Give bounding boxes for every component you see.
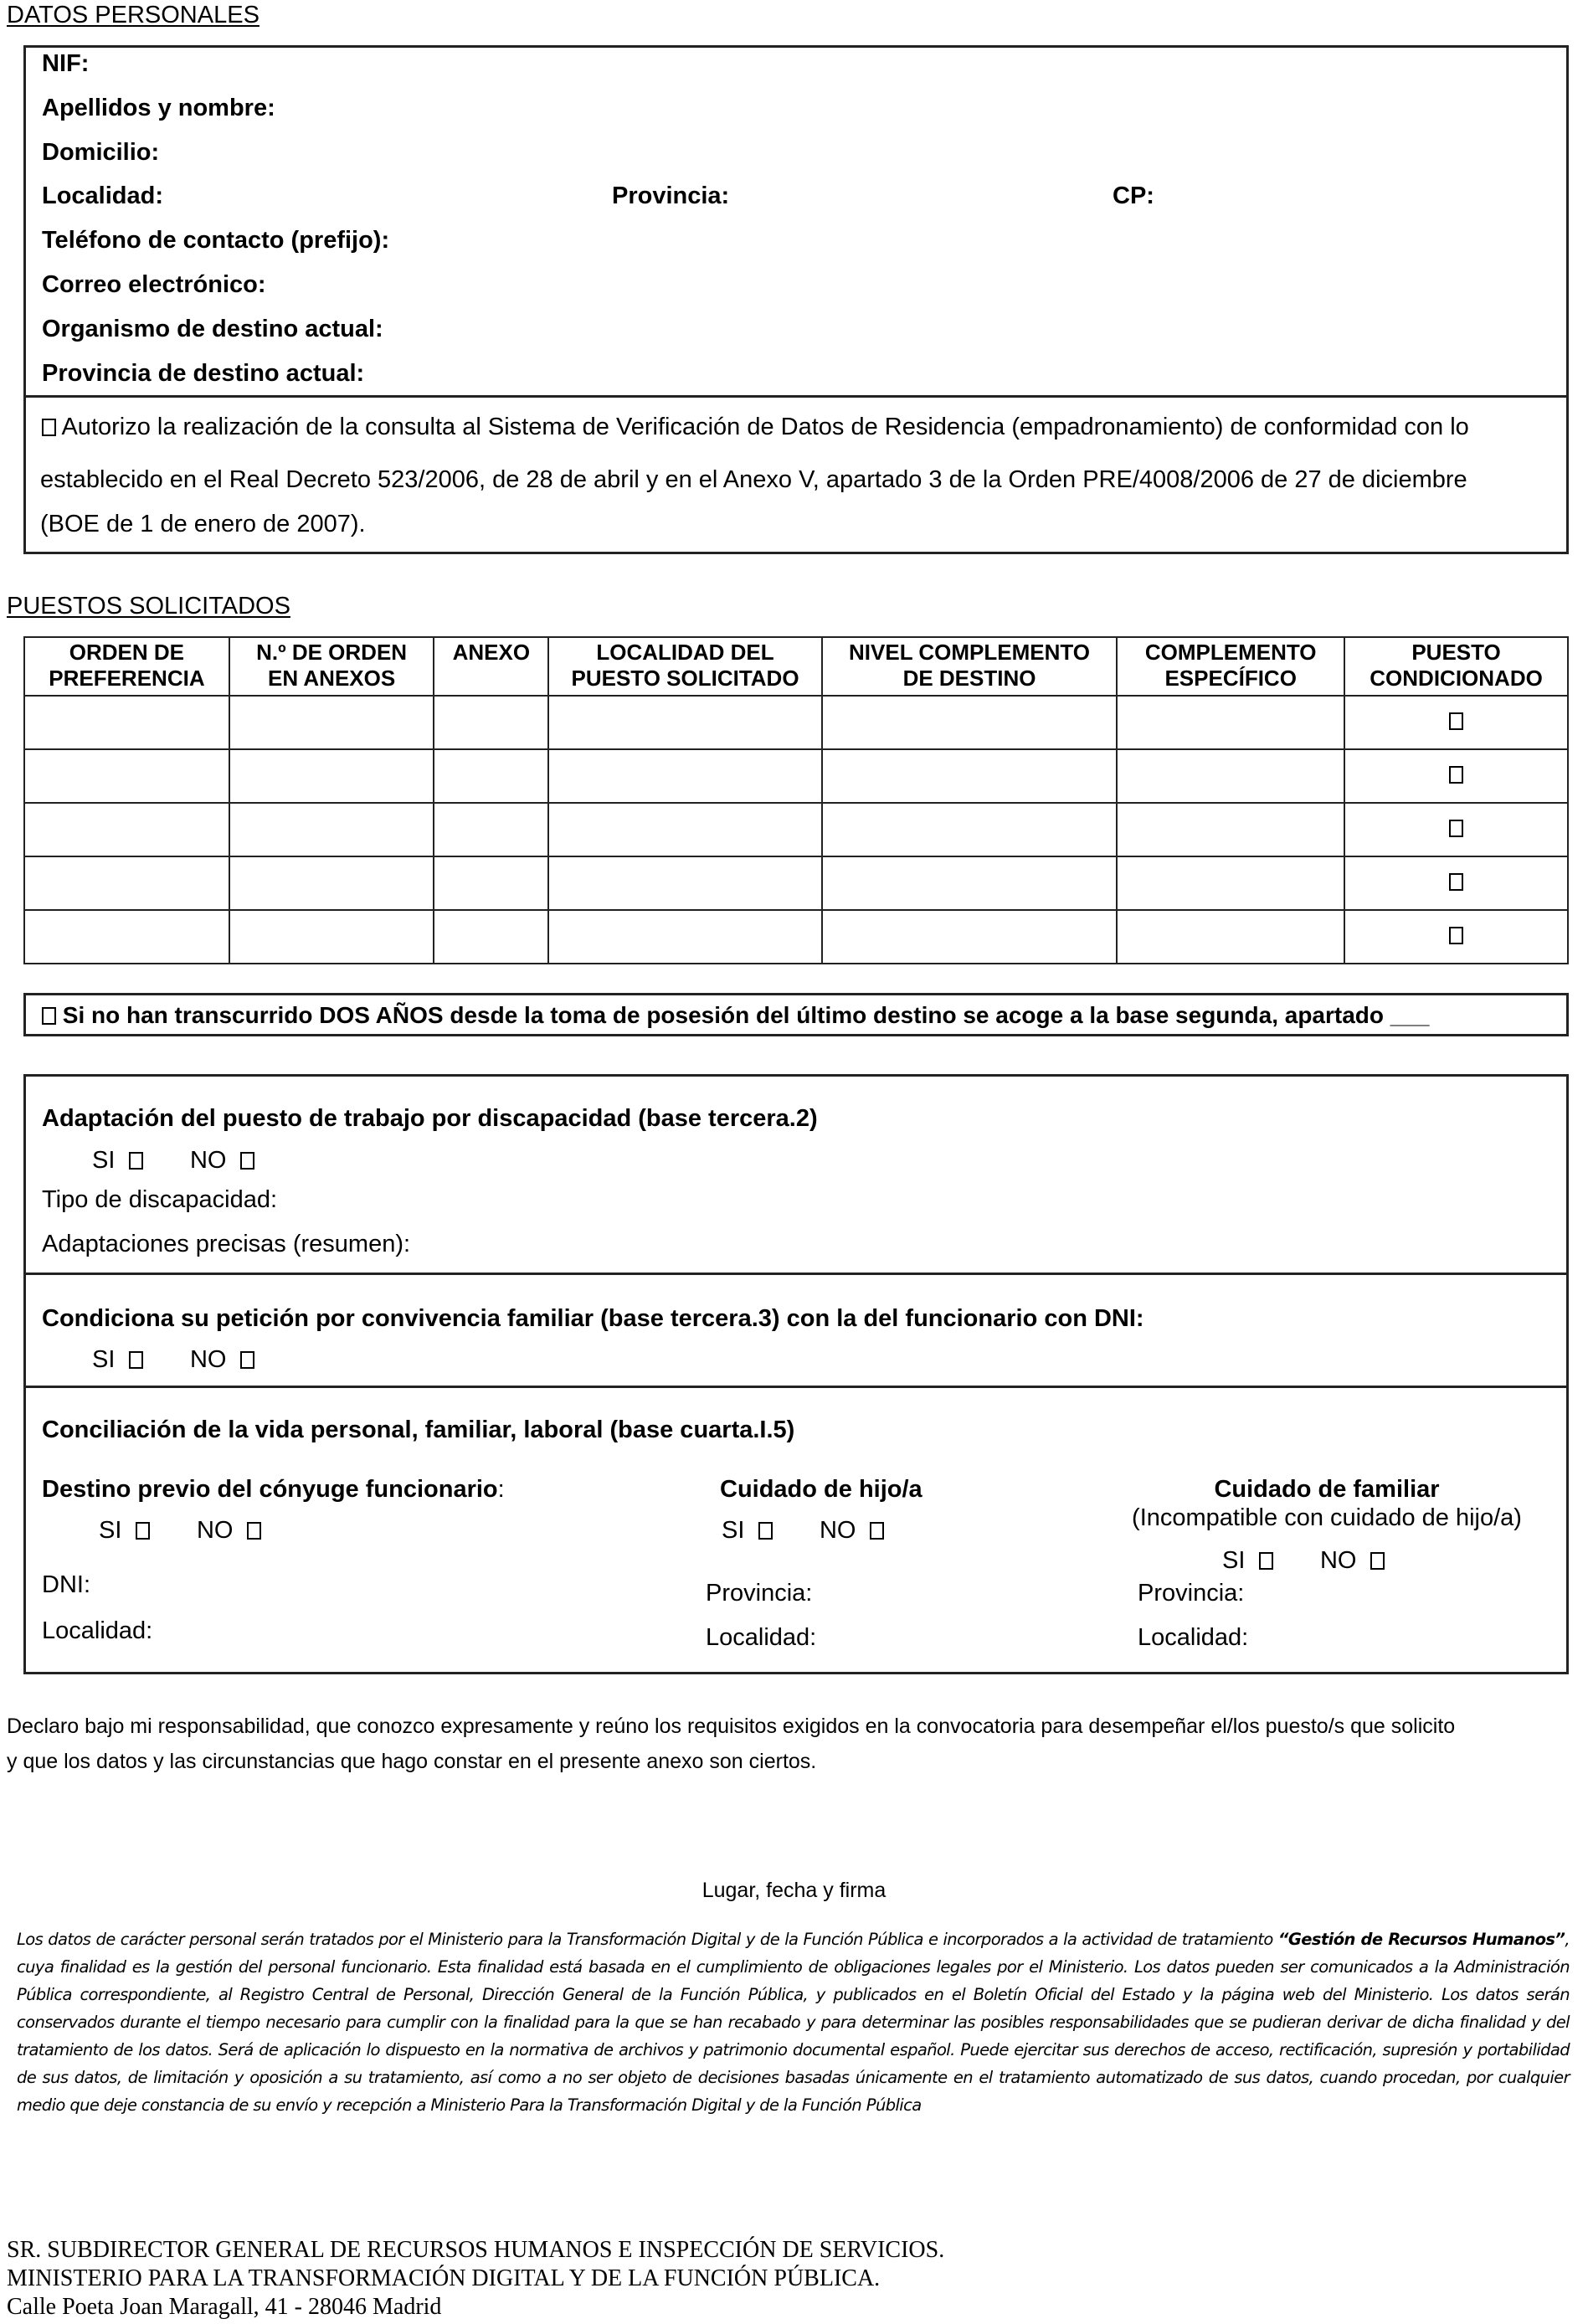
familiar-si-checkbox[interactable]: [1259, 1552, 1273, 1570]
consent-text: Autorizo la realización de la consulta al Sistema de Verificación de Datos de Residencia (empadronamiento) de conformidad con lo: [61, 414, 1469, 440]
condicionado-checkbox[interactable]: [1449, 873, 1463, 891]
section-title-puestos-solicitados: PUESTOS SOLICITADOS: [7, 593, 290, 620]
cell-especifico[interactable]: [1117, 856, 1344, 910]
cell-anexo[interactable]: [434, 749, 548, 803]
provincia-destino-field[interactable]: Provincia de destino actual:: [42, 360, 365, 387]
conyuge-si-label: SI: [99, 1517, 122, 1544]
col-header-anexo: ANEXO: [434, 637, 548, 696]
condicionado-checkbox[interactable]: [1449, 820, 1463, 837]
dos-anos-checkbox[interactable]: [42, 1007, 56, 1025]
cell-localidad[interactable]: [548, 856, 821, 910]
lugar-fecha-firma: Lugar, fecha y firma: [701, 1879, 887, 1902]
conyuge-si-checkbox[interactable]: [136, 1522, 150, 1540]
section-title-datos-personales: DATOS PERSONALES: [7, 2, 260, 28]
table-row: [24, 696, 1568, 749]
consent-checkbox[interactable]: [42, 419, 56, 436]
adaptacion-si-checkbox[interactable]: [129, 1152, 143, 1170]
convivencia-title: Condiciona su petición por convivencia familiar (base tercera.3) con la del funcionario con DNI:: [42, 1305, 1144, 1332]
col-header-localidad: LOCALIDAD DEL PUESTO SOLICITADO: [548, 637, 821, 696]
condicionado-checkbox[interactable]: [1449, 712, 1463, 730]
familiar-si-label: SI: [1222, 1547, 1246, 1574]
conyuge-no-checkbox[interactable]: [247, 1522, 261, 1540]
convivencia-no-checkbox[interactable]: [240, 1351, 254, 1369]
familiar-provincia-field[interactable]: Provincia:: [1138, 1580, 1245, 1607]
cell-orden[interactable]: [24, 749, 229, 803]
cell-especifico[interactable]: [1117, 696, 1344, 749]
col-header-complemento-especifico: COMPLEMENTO ESPECÍFICO: [1117, 637, 1344, 696]
telefono-field[interactable]: Teléfono de contacto (prefijo):: [42, 227, 390, 254]
conyuge-options: [99, 1517, 261, 1545]
consent-line-2: establecido en el Real Decreto 523/2006, de 28 de abril y en el Anexo V, apartado 3 de la Orden PRE/4008/2006 de 27 de diciembre: [40, 466, 1467, 493]
convivencia-divider: [23, 1386, 1569, 1388]
cell-n-orden[interactable]: [229, 696, 434, 749]
declaracion-line-2: y que los datos y las circunstancias que hago constar en el presente anexo son ciertos.: [7, 1750, 817, 1773]
convivencia-options: [92, 1346, 254, 1374]
table-row: [24, 749, 1568, 803]
cell-orden[interactable]: [24, 910, 229, 964]
hijo-title: Cuidado de hijo/a: [720, 1476, 922, 1503]
cell-n-orden[interactable]: [229, 910, 434, 964]
familiar-localidad-field[interactable]: Localidad:: [1138, 1624, 1249, 1651]
cell-nivel[interactable]: [822, 803, 1118, 856]
cell-nivel[interactable]: [822, 696, 1118, 749]
col-header-n-orden-anexos: N.º DE ORDEN EN ANEXOS: [229, 637, 434, 696]
cell-localidad[interactable]: [548, 696, 821, 749]
adaptacion-options: [92, 1147, 254, 1175]
cell-anexo[interactable]: [434, 856, 548, 910]
declaracion-line-1: Declaro bajo mi responsabilidad, que conozco expresamente y reúno los requisitos exigidos en la convocatoria para desempeñar el/los puesto/s que solicito: [7, 1715, 1456, 1738]
familiar-subtitle: (Incompatible con cuidado de hijo/a): [1132, 1504, 1522, 1531]
cell-especifico[interactable]: [1117, 749, 1344, 803]
consent-line-1: [42, 414, 1469, 441]
data-protection-notice: Los datos de carácter personal serán tratados por el Ministerio para la Transformación Digital y de la Función Pública e incorporados a la actividad de tratamiento “Gestión de Recursos Humanos”, cuya finalidad es la gestión del personal funcionario. Esta finalidad está basada en el cumplimiento de obligaciones legales por el Ministerio. Los datos pueden ser comunicados a la Administración Pública correspondiente, al Registro Central de Personal, Dirección General de la Función Pública, y publicados en el Boletín Oficial del Estado y la página web del Ministerio. Los datos serán conservados durante el tiempo necesario para cumplir con la finalidad para la que se han recabado y para determinar las posibles responsabilidades que se pudieran derivar de dicha finalidad y del tratamiento de los datos. Será de aplicación lo dispuesto en la normativa de archivos y patrimonio documental español. Puede ejercitar sus derechos de acceso, rectificación, supresión y portabilidad de sus datos, de limitación y oposición a su tratamiento, así como a no ser objeto de decisiones basadas únicamente en el tratamiento automatizado de sus datos, cuando procedan, por cualquier medio que deje constancia de su envío y recepción a Ministerio Para la Transformación Digital y de la Función Pública: [17, 1930, 1570, 2115]
adaptacion-no-checkbox[interactable]: [240, 1152, 254, 1170]
col-header-puesto-condicionado: PUESTO CONDICIONADO: [1344, 637, 1568, 696]
cell-orden[interactable]: [24, 696, 229, 749]
cell-n-orden[interactable]: [229, 856, 434, 910]
cell-especifico[interactable]: [1117, 803, 1344, 856]
cell-condicionado: [1344, 910, 1568, 964]
condicionado-checkbox[interactable]: [1449, 766, 1463, 784]
familiar-options: [1222, 1547, 1385, 1575]
conyuge-no-label: NO: [196, 1517, 234, 1544]
dos-anos-line: [42, 1002, 1430, 1029]
cell-anexo[interactable]: [434, 803, 548, 856]
conyuge-localidad-field[interactable]: Localidad:: [42, 1617, 153, 1644]
convivencia-si-label: SI: [92, 1346, 116, 1373]
familiar-no-label: NO: [1319, 1547, 1357, 1574]
domicilio-field[interactable]: Domicilio:: [42, 139, 160, 166]
adaptacion-si-label: SI: [92, 1147, 116, 1174]
cell-condicionado: [1344, 749, 1568, 803]
cell-especifico[interactable]: [1117, 910, 1344, 964]
table-row: [24, 856, 1568, 910]
cell-anexo[interactable]: [434, 696, 548, 749]
conciliacion-title: Conciliación de la vida personal, familiar, laboral (base cuarta.I.5): [42, 1417, 795, 1443]
addressee-line-2: MINISTERIO PARA LA TRANSFORMACIÓN DIGITAL Y DE LA FUNCIÓN PÚBLICA.: [7, 2265, 881, 2291]
hijo-options: [722, 1517, 884, 1545]
hijo-localidad-field[interactable]: Localidad:: [706, 1624, 817, 1651]
familiar-no-checkbox[interactable]: [1370, 1552, 1385, 1570]
consent-line-3: (BOE de 1 de enero de 2007).: [40, 511, 366, 537]
conyuge-title: Destino previo del cónyuge funcionario:: [42, 1476, 505, 1503]
cell-anexo[interactable]: [434, 910, 548, 964]
hijo-provincia-field[interactable]: Provincia:: [706, 1580, 813, 1607]
familiar-title: Cuidado de familiar: [1214, 1476, 1440, 1503]
cell-localidad[interactable]: [548, 910, 821, 964]
condicionado-checkbox[interactable]: [1449, 927, 1463, 944]
col-header-orden-preferencia: ORDEN DE PREFERENCIA: [24, 637, 229, 696]
hijo-si-checkbox[interactable]: [758, 1522, 773, 1540]
tipo-discapacidad-field[interactable]: Tipo de discapacidad:: [42, 1186, 278, 1213]
cell-condicionado: [1344, 803, 1568, 856]
addressee-address: Calle Poeta Joan Maragall, 41 - 28046 Madrid: [7, 2294, 442, 2320]
table-row: [24, 803, 1568, 856]
adaptacion-divider: [23, 1273, 1569, 1275]
cell-condicionado: [1344, 856, 1568, 910]
apartado-blank[interactable]: ___: [1390, 1002, 1430, 1028]
cell-orden[interactable]: [24, 856, 229, 910]
cell-n-orden[interactable]: [229, 803, 434, 856]
addressee-line-1: SR. SUBDIRECTOR GENERAL DE RECURSOS HUMANOS E INSPECCIÓN DE SERVICIOS.: [7, 2237, 945, 2263]
cell-orden[interactable]: [24, 803, 229, 856]
conyuge-dni-field[interactable]: DNI:: [42, 1571, 90, 1598]
dos-anos-text: Si no han transcurrido DOS AÑOS desde la toma de posesión del último destino se acoge a la base segunda, apartado: [62, 1002, 1384, 1028]
adaptaciones-precisas-field[interactable]: Adaptaciones precisas (resumen):: [42, 1231, 411, 1257]
treatment-activity-name: “Gestión de Recursos Humanos”: [1277, 1930, 1565, 1949]
cell-localidad[interactable]: [548, 803, 821, 856]
hijo-no-label: NO: [819, 1517, 856, 1544]
table-header-row: [24, 637, 1568, 696]
organismo-destino-field[interactable]: Organismo de destino actual:: [42, 316, 383, 342]
cell-n-orden[interactable]: [229, 749, 434, 803]
personal-box-divider: [23, 395, 1569, 398]
adaptacion-no-label: NO: [189, 1147, 227, 1174]
localidad-field[interactable]: Localidad:: [42, 183, 164, 209]
provincia-field[interactable]: Provincia:: [612, 183, 730, 209]
cell-nivel[interactable]: [822, 856, 1118, 910]
cp-field[interactable]: CP:: [1113, 183, 1154, 209]
hijo-no-checkbox[interactable]: [870, 1522, 884, 1540]
table-row: [24, 910, 1568, 964]
adaptacion-title: Adaptación del puesto de trabajo por discapacidad (base tercera.2): [42, 1105, 818, 1132]
convivencia-si-checkbox[interactable]: [129, 1351, 143, 1369]
convivencia-no-label: NO: [189, 1346, 227, 1373]
cell-localidad[interactable]: [548, 749, 821, 803]
cell-nivel[interactable]: [822, 749, 1118, 803]
apellidos-nombre-field[interactable]: Apellidos y nombre:: [42, 95, 275, 121]
correo-field[interactable]: Correo electrónico:: [42, 271, 266, 298]
cell-condicionado: [1344, 696, 1568, 749]
cell-nivel[interactable]: [822, 910, 1118, 964]
nif-field[interactable]: NIF:: [42, 50, 90, 77]
puestos-table: [23, 636, 1569, 964]
col-header-nivel-complemento: NIVEL COMPLEMENTO DE DESTINO: [822, 637, 1118, 696]
hijo-si-label: SI: [722, 1517, 745, 1544]
